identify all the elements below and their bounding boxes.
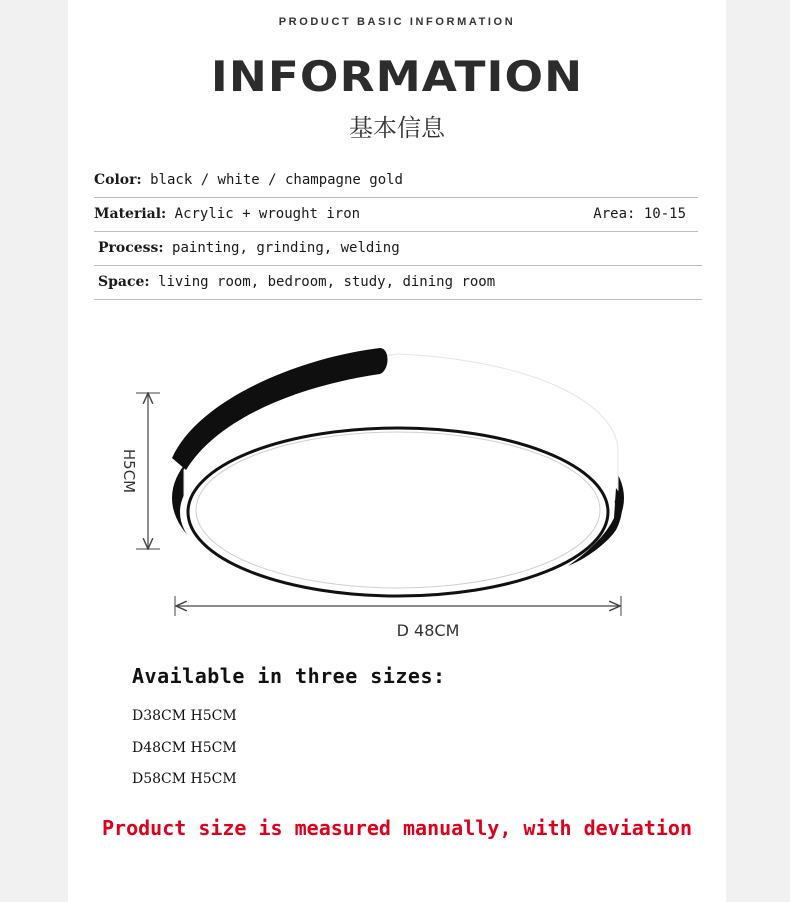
spec-value: black / white / champagne gold — [150, 172, 403, 188]
spec-label: Space: — [98, 274, 150, 290]
page-subtitle-cn: 基本信息 — [349, 114, 445, 142]
spec-label: Process: — [98, 240, 164, 256]
sizes-heading: Available in three sizes: — [132, 664, 446, 688]
spec-extra-area: Area: 10-15 — [593, 206, 686, 222]
diameter-label: D 48CM — [396, 621, 460, 640]
section-kicker: PRODUCT BASIC INFORMATION — [278, 16, 516, 28]
ceiling-lamp-image — [172, 348, 624, 602]
spec-value: painting, grinding, welding — [172, 240, 400, 256]
spec-row-space — [94, 266, 702, 300]
info-page — [68, 0, 726, 902]
spec-label: Material: — [94, 206, 167, 222]
size-option: D48CM H5CM — [132, 740, 237, 756]
spec-value: Acrylic + wrought iron — [174, 206, 361, 222]
spec-row-material — [94, 198, 698, 232]
size-option: D38CM H5CM — [132, 708, 237, 724]
size-option: D58CM H5CM — [132, 771, 237, 787]
height-label: H5CM — [120, 448, 138, 494]
measurement-note: Product size is measured manually, with deviation — [101, 816, 692, 840]
spec-label: Color: — [94, 172, 142, 188]
spec-value: living room, bedroom, study, dining room — [158, 274, 496, 290]
spec-row-color — [94, 164, 698, 198]
page-title: INFORMATION — [210, 52, 584, 101]
lamp-dimension-diagram — [68, 330, 726, 650]
spec-row-process — [94, 232, 702, 266]
